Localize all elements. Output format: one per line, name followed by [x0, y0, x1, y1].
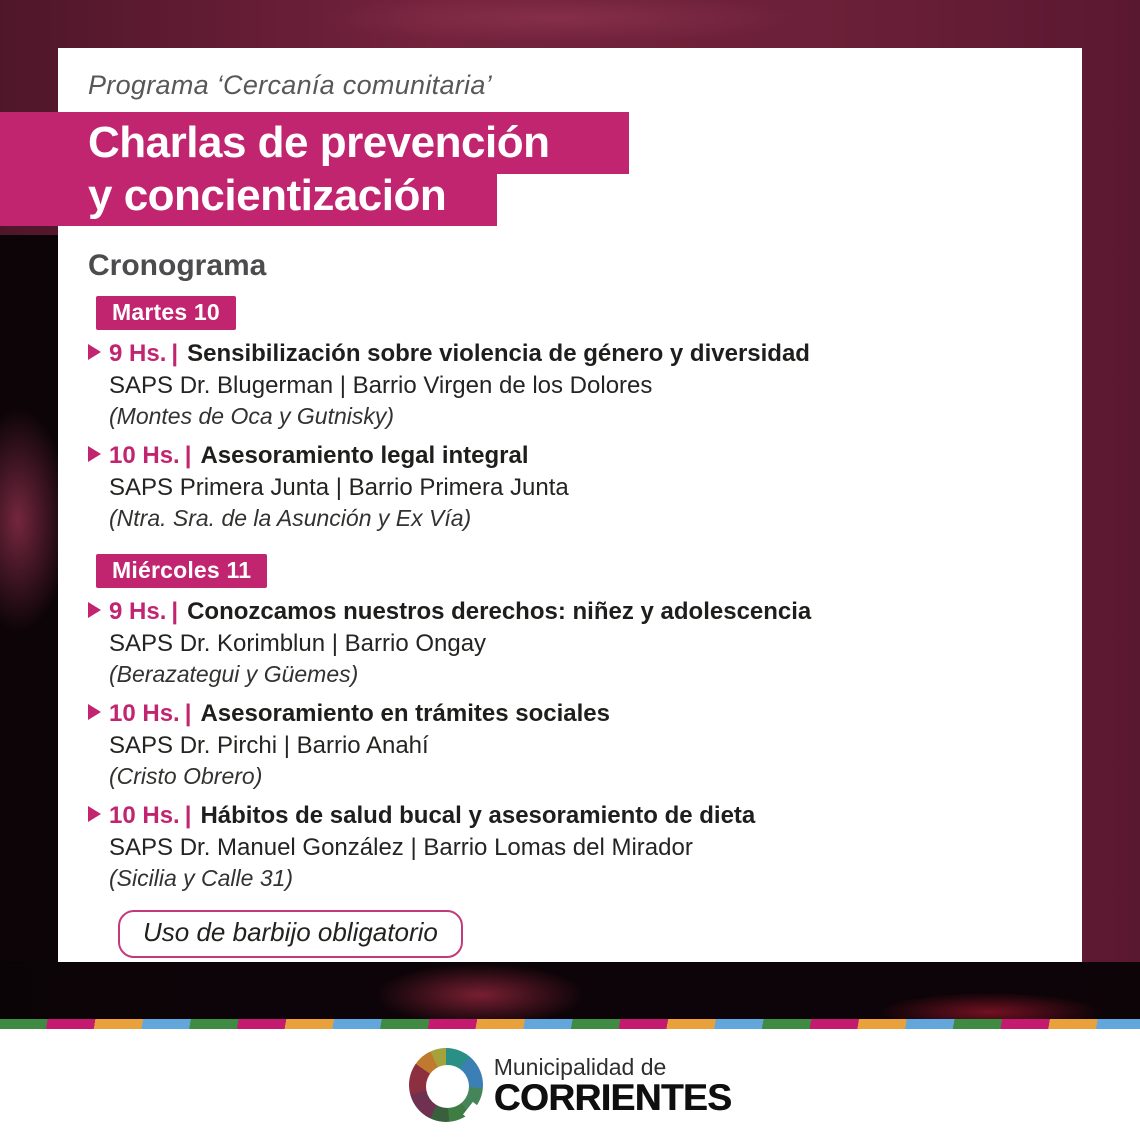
event-time: 10 Hs. — [109, 700, 180, 727]
event-time: 10 Hs. — [109, 442, 180, 469]
event-title: Sensibilización sobre violencia de género y diversidad — [187, 340, 810, 367]
event-title: Asesoramiento en trámites sociales — [200, 700, 610, 727]
event-title: Asesoramiento legal integral — [200, 442, 529, 469]
event-title: Hábitos de salud bucal y asesoramiento de dieta — [200, 802, 756, 829]
event-item — [88, 596, 1033, 690]
separator-pipe: | — [171, 340, 179, 367]
event-title-row — [88, 698, 1033, 730]
event-title-row — [88, 338, 1033, 370]
org-name-line2: CORRIENTES — [493, 1076, 732, 1118]
title-banner-line2 — [0, 171, 497, 226]
event-address: (Cristo Obrero) — [109, 763, 263, 789]
municipality-logo-text — [494, 1054, 732, 1116]
event-location: SAPS Dr. Pirchi | Barrio Anahí — [109, 732, 429, 759]
bullet-triangle-icon — [88, 704, 101, 720]
event-address: (Berazategui y Güemes) — [109, 661, 359, 687]
schedule-section — [88, 248, 1033, 958]
title-text-line2: y concientización — [88, 171, 447, 220]
bullet-triangle-icon — [88, 446, 101, 462]
separator-pipe: | — [184, 442, 192, 469]
bullet-triangle-icon — [88, 806, 101, 822]
bullet-triangle-icon — [88, 344, 101, 360]
day-badge-miercoles: Miércoles 11 — [96, 554, 267, 588]
org-name-line1: Municipalidad de — [493, 1053, 667, 1080]
event-item — [88, 698, 1033, 792]
event-address: (Sicilia y Calle 31) — [109, 865, 294, 891]
mask-notice-box — [118, 910, 463, 958]
separator-pipe: | — [184, 700, 192, 727]
event-location: SAPS Dr. Korimblun | Barrio Ongay — [109, 630, 487, 657]
day-badge-martes: Martes 10 — [96, 296, 236, 330]
event-time: 9 Hs. — [109, 340, 167, 367]
separator-pipe: | — [171, 598, 179, 625]
title-banner-line1 — [0, 112, 629, 174]
mask-notice-label: Uso de barbijo obligatorio — [143, 917, 438, 947]
event-location: SAPS Primera Junta | Barrio Primera Junta — [109, 474, 569, 501]
event-title-row — [88, 800, 1033, 832]
event-item — [88, 338, 1033, 432]
schedule-heading: Cronograma — [88, 249, 267, 282]
event-title: Conozcamos nuestros derechos: niñez y adolescencia — [187, 598, 812, 625]
event-item — [88, 440, 1033, 534]
event-title-row — [88, 440, 1033, 472]
event-title-row — [88, 596, 1033, 628]
event-location: SAPS Dr. Blugerman | Barrio Virgen de los Dolores — [109, 372, 653, 399]
color-stripe — [0, 1019, 1140, 1029]
event-address: (Montes de Oca y Gutnisky) — [109, 403, 395, 429]
program-label: Programa ‘Cercanía comunitaria’ — [88, 70, 492, 100]
event-time: 10 Hs. — [109, 802, 180, 829]
event-time: 9 Hs. — [109, 598, 167, 625]
footer — [0, 1029, 1140, 1140]
event-location: SAPS Dr. Manuel González | Barrio Lomas del Mirador — [109, 834, 693, 861]
title-text-line1: Charlas de prevención — [88, 118, 550, 167]
separator-pipe: | — [184, 802, 192, 829]
event-item — [88, 800, 1033, 894]
event-address: (Ntra. Sra. de la Asunción y Ex Vía) — [109, 505, 472, 531]
municipality-logo-icon — [409, 1048, 483, 1122]
bullet-triangle-icon — [88, 602, 101, 618]
